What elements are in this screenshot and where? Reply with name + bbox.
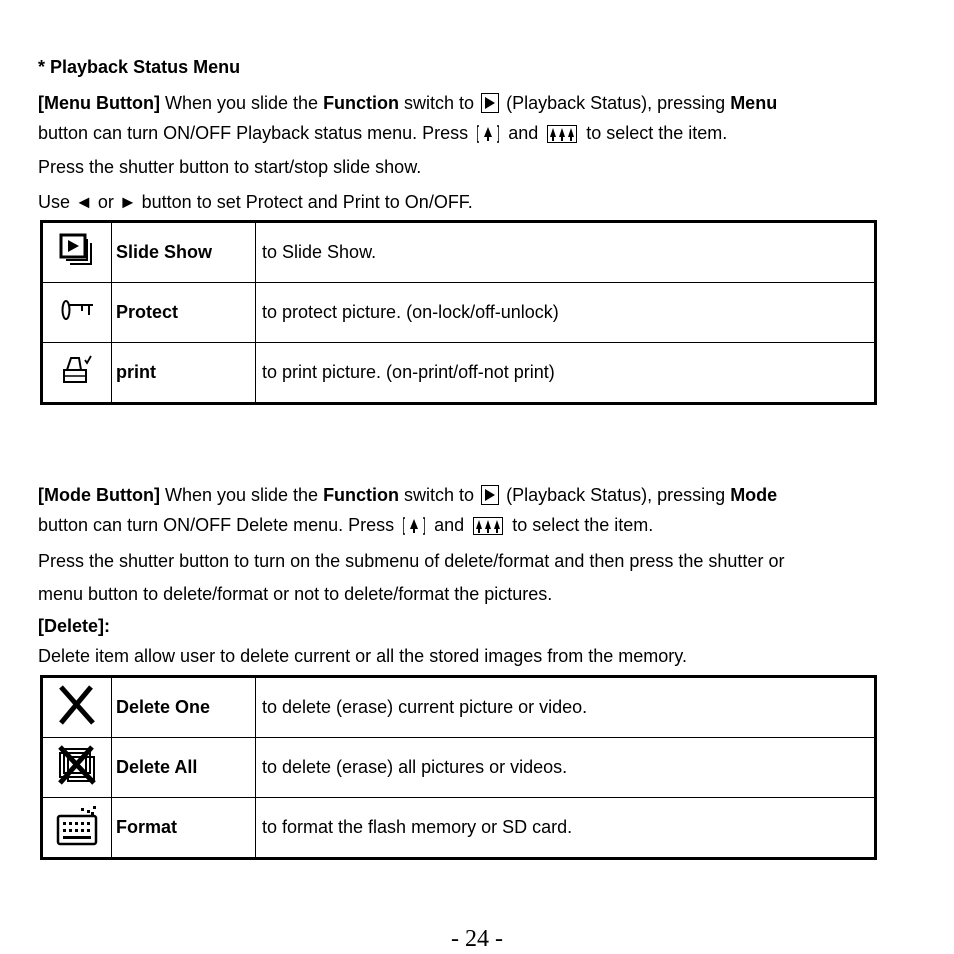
single-tree-icon — [403, 517, 425, 535]
playback-mode-icon — [481, 93, 499, 113]
row-desc: to delete (erase) current picture or video. — [256, 677, 876, 738]
mode-button-line-2: button can turn ON/OFF Delete menu. Press and to select the item. — [38, 515, 654, 535]
playback-mode-icon — [481, 485, 499, 505]
row-desc: to format the flash memory or SD card. — [256, 798, 876, 859]
delete-menu-table — [40, 675, 877, 860]
row-name: Delete One — [112, 677, 256, 738]
row-name: Protect — [112, 283, 256, 343]
delete-all-icon — [42, 738, 112, 798]
table-row — [42, 343, 876, 404]
row-desc: to print picture. (on-print/off-not print) — [256, 343, 876, 404]
table-row — [42, 677, 876, 738]
row-name: print — [112, 343, 256, 404]
menu-button-line-2: button can turn ON/OFF Playback status menu. Press and to select the item. — [38, 123, 728, 143]
single-tree-icon — [477, 125, 499, 143]
table-row — [42, 798, 876, 859]
table-row — [42, 283, 876, 343]
mode-button-line-4: menu button to delete/format or not to delete/format the pictures. — [38, 584, 553, 604]
row-desc: to protect picture. (on-lock/off-unlock) — [256, 283, 876, 343]
menu-button-line-1: [Menu Button] When you slide the Function switch to (Playback Status), pressing Menu — [38, 93, 778, 113]
row-name: Delete All — [112, 738, 256, 798]
mode-button-line-3: Press the shutter button to turn on the submenu of delete/format and then press the shutter or — [38, 551, 785, 571]
multi-tree-icon — [547, 125, 577, 143]
menu-button-line-3: Press the shutter button to start/stop slide show. — [38, 157, 422, 177]
table-row — [42, 222, 876, 283]
delete-description: Delete item allow user to delete current or all the stored images from the memory. — [38, 646, 687, 666]
print-icon — [42, 343, 112, 404]
slide-show-icon — [42, 222, 112, 283]
row-desc: to delete (erase) all pictures or videos. — [256, 738, 876, 798]
section-heading: * Playback Status Menu — [38, 57, 241, 77]
format-icon — [42, 798, 112, 859]
mode-button-line-1: [Mode Button] When you slide the Function switch to (Playback Status), pressing Mode — [38, 485, 778, 505]
table-row — [42, 738, 876, 798]
delete-heading: [Delete]: — [38, 616, 111, 636]
row-desc: to Slide Show. — [256, 222, 876, 283]
page-number: - 24 - — [451, 926, 503, 952]
protect-key-icon — [42, 283, 112, 343]
row-name: Slide Show — [112, 222, 256, 283]
row-name: Format — [112, 798, 256, 859]
menu-button-line-4: Use ◄ or ► button to set Protect and Print to On/OFF. — [38, 192, 473, 212]
playback-menu-table — [40, 220, 877, 405]
multi-tree-icon — [473, 517, 503, 535]
delete-one-icon — [42, 677, 112, 738]
